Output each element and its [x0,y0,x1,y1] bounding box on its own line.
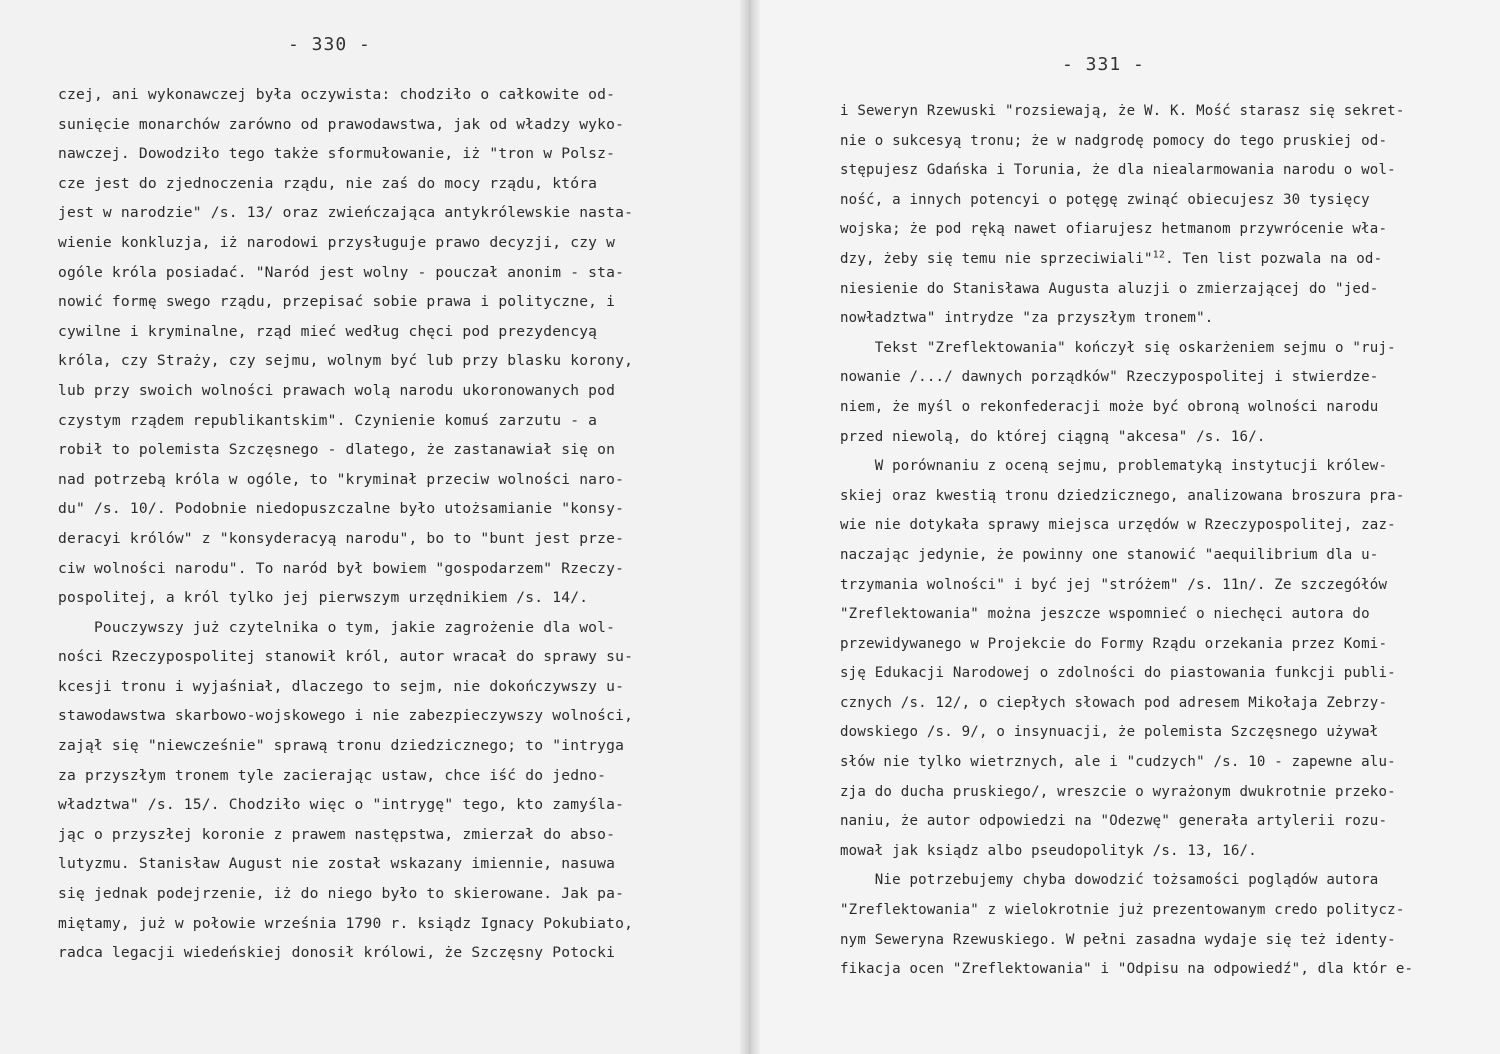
text-line [58,879,633,909]
text-line-content: dzy, żeby się temu nie sprzeciwiali" [840,250,1153,267]
text-line [840,807,1413,837]
text-line-content: nym Seweryna Rzewuskiego. W pełni zasadna wydaje się też identy- [840,931,1396,948]
text-line [840,630,1413,660]
text-line-content: miętamy, już w połowie września 1790 r. ksiądz Ignacy Pokubiato, [58,914,634,932]
text-line-content: Nie potrzebujemy chyba dowodzić tożsamości poglądów autora [840,872,1379,889]
text-line-content: fikacja ocen "Zreflektowania" i "Odpisu na odpowiedź", dla któr e- [840,961,1414,978]
text-line-content: cze jest do zjednoczenia rządu, nie zaś do mocy rządu, która [58,174,598,192]
text-line-content: ciw wolności narodu". To naród był bowiem "gospodarzem" Rzeczy- [58,559,625,577]
text-line-content: Tekst "Zreflektowania" kończył się oskarżeniem sejmu o "ruj- [840,339,1396,356]
text-line [840,334,1413,364]
text-line-content: jąc o przyszłej koronie z prawem następstwa, zmierzał do abso- [58,825,616,843]
text-line-content: nawczej. Dowodziło tego także sformułowanie, iż "tron w Polsz- [58,145,616,163]
text-line [58,761,633,791]
text-line [58,909,633,939]
text-line [58,110,633,140]
text-line-content: niem, że myśl o rekonfederacji może być obroną wolności narodu [840,398,1379,415]
text-line-continuation: . Ten list pozwala na od- [1165,250,1383,267]
text-line-content: lutyzmu. Stanisław August nie został wskazany imiennie, nasuwa [58,855,616,873]
right-page [752,0,1500,1054]
text-line-content: stawodawstwa skarbowo-wojskowego i nie zabezpieczywszy wolności, [58,707,634,725]
text-line-content: ność, a innych potencyi o potęgę zwinąć obiecujesz 30 tysięcy [840,191,1370,208]
text-line-content: radca legacji wiedeńskiej donosił królowi, że Szczęsny Potocki [58,944,616,962]
text-body [840,97,1413,985]
text-line [840,748,1413,778]
text-line-content: czej, ani wykonawczej była oczywista: chodziło o całkowite od- [58,86,616,103]
text-line [840,541,1413,571]
text-line [58,228,633,258]
left-page [0,0,748,1054]
text-line [840,926,1413,956]
text-line-content: wienie konkluzja, iż narodowi przysługuje prawo decyzji, czy w [58,233,616,251]
text-line [840,718,1413,748]
text-line-content: deracyi królów" z "konsyderacyą narodu", bo to "bunt jest prze- [58,529,625,547]
text-line [58,790,633,820]
text-body [58,80,633,968]
text-line-content: jest w narodzie" /s. 13/ oraz zwieńczająca antykrólewskie nasta- [58,204,634,222]
text-line [58,820,633,850]
text-line [58,80,633,110]
text-line-content: nowładztwa" intrydze "za przyszłym tronem". [840,310,1214,327]
text-line-content: sunięcie monarchów zarówno od prawodawstwa, jak od władzy wyko- [58,115,625,133]
text-line [840,600,1413,630]
text-line [58,435,633,465]
text-line [840,275,1413,305]
text-line [58,406,633,436]
text-line [58,938,633,968]
text-line-content: słów nie tylko wietrznych, ale i "cudzych" /s. 10 - zapewne alu- [840,754,1396,771]
text-line-content: wojska; że pod ręką nawet ofiarujesz hetmanom przywrócenie wła- [840,221,1388,238]
text-line [58,642,633,672]
text-line [58,731,633,761]
text-line [840,837,1413,867]
text-line-content: ności Rzeczypospolitej stanowił król, autor wracał do sprawy su- [58,648,634,666]
text-line [840,571,1413,601]
text-line-content: Pouczywszy już czytelnika o tym, jakie zagrożenie dla wol- [58,618,616,636]
text-line [58,376,633,406]
text-line-content: cznych /s. 12/, o ciepłych słowach pod adresem Mikołaja Zebrzy- [840,694,1388,711]
text-line-content: się jednak podejrzenie, iż do niego było to skierowane. Jak pa- [58,885,625,903]
text-line [58,317,633,347]
text-line-content: wie nie dotykała sprawy miejsca urzędów w Rzeczypospolitej, zaz- [840,517,1396,534]
text-line [840,215,1413,245]
footnote-marker: 12 [1152,249,1166,261]
page-number: - 330 - [288,34,371,55]
text-line-content: sję Edukacji Narodowej o zdolności do piastowania funkcji publi- [840,665,1396,682]
text-line [58,169,633,199]
text-line [58,583,633,613]
text-line-content: W porównaniu z oceną sejmu, problematyką instytucji królew- [840,458,1388,475]
text-line [58,672,633,702]
text-line-content: pospolitej, a król tylko jej pierwszym urzędnikiem /s. 14/. [58,589,589,607]
text-line-content: przewidywanego w Projekcie do Formy Rządu orzekania przez Komi- [840,635,1388,652]
text-line [58,701,633,731]
text-line-content: du" /s. 10/. Podobnie niedopuszczalne było utożsamianie "konsy- [58,500,625,518]
text-line [840,659,1413,689]
text-line [840,97,1413,127]
text-line-content: nowić formę swego rządu, przepisać sobie prawa i polityczne, i [58,293,616,311]
text-line-content: króla, czy Straży, czy sejmu, wolnym być lub przy blasku korony, [58,352,634,370]
text-line-content: niesienie do Stanisława Augusta aluzji o zmierzającej do "jed- [840,280,1379,297]
text-line [840,156,1413,186]
text-line-content: i Seweryn Rzewuski "rozsiewają, że W. K. Mość starasz się sekret- [840,103,1405,119]
text-line-content: "Zreflektowania" z wielokrotnie już prezentowanym credo politycz- [840,902,1405,919]
book-gutter [740,0,760,1054]
text-line-content: nie o sukcesyą tronu; że w nadgrodę pomocy do tego pruskiej od- [840,132,1388,149]
text-line [840,245,1413,275]
text-line [840,689,1413,719]
text-line [58,346,633,376]
text-line [840,866,1413,896]
text-line [58,494,633,524]
text-line-content: władztwa" /s. 15/. Chodziło więc o "intrygę" tego, kto zamyśla- [58,796,625,814]
text-line-content: stępujesz Gdańska i Torunia, że dla niealarmowania narodu o wol- [840,162,1396,179]
text-line [840,304,1413,334]
text-line-content: kcesji tronu i wyjaśniał, dlaczego to sejm, nie dokończywszy u- [58,677,625,695]
text-line [58,139,633,169]
text-line [840,896,1413,926]
text-line [840,778,1413,808]
text-line-content: lub przy swoich wolności prawach wolą narodu ukoronowanych pod [58,381,616,399]
text-line-content: nad potrzebą króla w ogóle, to "kryminał przeciw wolności naro- [58,470,625,488]
text-line-content: ogóle króla posiadać. "Naród jest wolny - pouczał anonim - sta- [58,263,625,281]
text-line [840,186,1413,216]
text-line [58,198,633,228]
text-line [58,258,633,288]
text-line-content: zja do ducha pruskiego/, wreszcie o wyrażonym dwukrotnie przeko- [840,783,1396,800]
text-line-content: trzymania wolności" i być jej "stróżem" /s. 11n/. Ze szczegółów [840,576,1388,593]
text-line [840,452,1413,482]
text-line-content: cywilne i kryminalne, rząd mieć według chęci pod prezydencyą [58,322,598,340]
text-line [840,511,1413,541]
text-line-content: naczając jedynie, że powinny one stanowić "aequilibrium dla u- [840,546,1379,563]
text-line [58,613,633,643]
text-line-content: zajął się "niewcześnie" sprawą tronu dziedzicznego; to "intryga [58,737,625,755]
text-line [840,393,1413,423]
text-line-content: dowskiego /s. 9/, o insynuacji, że polemista Szczęsnego używał [840,724,1379,741]
text-line-content: robił to polemista Szczęsnego - dlatego, że zastanawiał się on [58,441,616,459]
text-line-content: mował jak ksiądz albo pseudopolityk /s. 13, 16/. [840,842,1257,859]
text-line-content: nowanie /.../ dawnych porządków" Rzeczypospolitej i stwierdze- [840,369,1379,386]
text-line-content: za przyszłym tronem tyle zacierając ustaw, chce iść do jedno- [58,766,607,784]
text-line-content: skiej oraz kwestią tronu dziedzicznego, analizowana broszura pra- [840,487,1405,504]
text-line-content: czystym rządem republikantskim". Czynienie komuś zarzutu - a [58,411,598,429]
text-line [58,524,633,554]
text-line [58,554,633,584]
text-line [840,423,1413,453]
text-line-content: "Zreflektowania" można jeszcze wspomnieć o niechęci autora do [840,606,1370,623]
page-number: - 331 - [1062,54,1145,75]
text-line [840,363,1413,393]
text-line [840,127,1413,157]
text-line [840,482,1413,512]
text-line-content: przed niewolą, do której ciągną "akcesa" /s. 16/. [840,428,1266,445]
text-line [58,287,633,317]
text-line [58,849,633,879]
text-line-content: naniu, że autor odpowiedzi na "Odezwę" generała artylerii rozu- [840,813,1388,830]
text-line [58,465,633,495]
text-line [840,955,1413,985]
